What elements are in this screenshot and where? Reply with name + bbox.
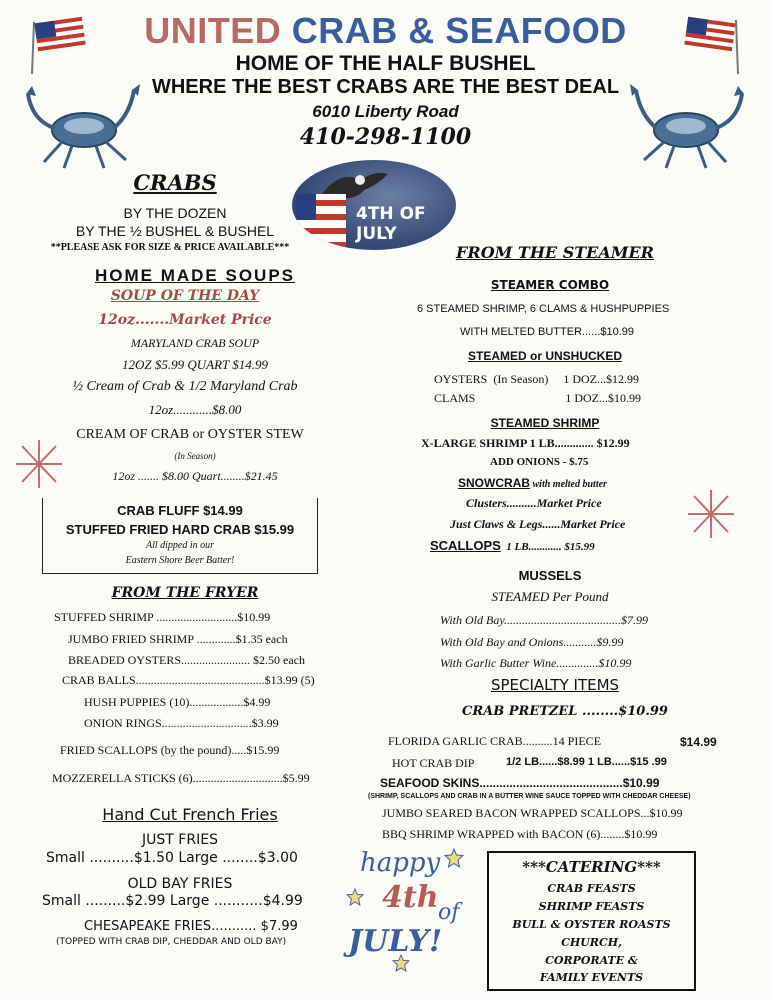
tagline-1: HOME OF THE HALF BUSHEL [235,52,536,75]
phone: 410-298-1100 [299,124,472,150]
badge-text: 4TH OF JULY [356,204,426,244]
maryland-soup-price: 12OZ $5.99 QUART $14.99 [121,357,269,372]
tagline-2: WHERE THE BEST CRABS ARE THE BEST DEAL [151,76,620,98]
fryer-item: MOZZERELLA STICKS (6)..............................$5.99 [52,771,310,785]
snowcrab-clusters: Clusters..........Market Price [466,496,602,510]
just-fries: JUST FRIES [142,832,218,848]
firework-icon-left [14,436,64,492]
oysters-price: OYSTERS (In Season) 1 DOZ...$12.99 [434,372,639,386]
snowcrab-note: with melted butter [530,479,607,490]
july-text: JULY! [348,924,443,959]
fryer-title: FROM THE FRYER [111,585,259,601]
happy-4th-graphic [338,846,478,976]
bbq-shrimp: BBQ SHRIMP WRAPPED with BACON (6)........$10.99 [382,827,658,841]
old-bay-fries: OLD BAY FRIES [127,876,233,892]
seafood-skins: SEAFOOD SKINS...........................................$10.99 [380,776,660,790]
maryland-soup: MARYLAND CRAB SOUP [130,336,260,350]
hot-crab-dip-price: 1/2 LB......$8.99 1 LB......$15 .99 [506,756,667,768]
batter-note: Eastern Shore Beer Batter! [125,555,235,566]
hot-crab-dip: HOT CRAB DIP [392,756,475,770]
fourth-text: 4th [382,880,439,915]
steamer-combo-desc: 6 STEAMED SHRIMP, 6 CLAMS & HUSHPUPPIES [417,303,670,315]
crab-pretzel: CRAB PRETZEL ........$10.99 [462,704,668,719]
crabs-bushel: BY THE ½ BUSHEL & BUSHEL [75,223,275,239]
star-icon [444,848,464,868]
scallops: SCALLOPS [430,538,501,553]
jumbo-scallops: JUMBO SEARED BACON WRAPPED SCALLOPS...$10.99 [382,806,683,820]
in-season-note: (In Season) [174,451,216,461]
soup-of-day-price: 12oz.......Market Price [98,312,272,328]
fryer-item: STUFFED SHRIMP ...........................$10.99 [54,610,271,624]
dipped-note: All dipped in our [145,540,215,551]
restaurant-title [0,10,771,52]
cream-of-crab-price: 12oz ....... $8.00 Quart........$21.45 [112,469,278,483]
catering-item: CRAB FEASTS [547,882,636,895]
mussels-item: With Old Bay.......................................$7.99 [440,613,648,627]
firework-icon-right [686,486,736,542]
steamer-title: FROM THE STEAMER [456,243,654,262]
florida-garlic-crab: FLORIDA GARLIC CRAB..........14 PIECE [388,734,602,748]
mussels-sub: STEAMED Per Pound [491,589,609,604]
snowcrab: SNOWCRAB [458,476,530,490]
mussels-title: MUSSELS [518,568,582,583]
fryer-item: BREADED OYSTERS....................... $2.50 each [68,653,305,667]
crab-fluff: CRAB FLUFF $14.99 [117,503,243,518]
fryer-item: HUSH PUPPIES (10)..................$4.99 [84,695,271,709]
steamed-shrimp: STEAMED SHRIMP [490,416,600,430]
of-text: of [438,900,460,925]
add-onions: ADD ONIONS - $.75 [490,456,589,468]
just-fries-price: Small ..........$1.50 Large ........$3.00 [46,850,298,866]
stuffed-fried-hard-crab: STUFFED FRIED HARD CRAB $15.99 [65,522,295,537]
title-red: UNITED [144,10,282,51]
catering-item: CORPORATE & [545,954,638,967]
soup-of-day: SOUP OF THE DAY [110,288,260,304]
fries-title: Hand Cut French Fries [102,805,278,824]
half-and-half-price: 12oz............$8.00 [148,402,242,417]
cream-of-crab: CREAM OF CRAB or OYSTER STEW [76,427,304,442]
half-and-half-soup: ½ Cream of Crab & 1/2 Maryland Crab [72,379,298,394]
florida-garlic-crab-price: $14.99 [680,735,717,749]
seafood-skins-note: (SHRIMP, SCALLOPS AND CRAB IN A BUTTER WINE SAUCE TOPPED WITH CHEDDAR CHEESE) [368,793,691,800]
address: 6010 Liberty Road [312,102,459,121]
catering-item: CHURCH, [561,936,622,949]
clams-price: CLAMS 1 DOZ...$10.99 [434,391,642,405]
catering-item: BULL & OYSTER ROASTS [512,918,671,931]
scallops-price: 1 LB............ $15.99 [500,541,595,553]
snowcrab-claws: Just Claws & Legs......Market Price [450,517,626,531]
mussels-item: With Old Bay and Onions...........$9.99 [440,635,624,649]
mussels-item: With Garlic Butter Wine..............$10.99 [440,656,632,670]
steamer-combo: STEAMER COMBO [490,278,610,292]
july-badge [292,160,456,250]
specialty-title: SPECIALTY ITEMS [490,676,620,694]
old-bay-fries-price: Small .........$2.99 Large ...........$4.99 [42,893,303,909]
happy-text: happy [360,848,441,878]
catering-title: ***CATERING*** [522,858,661,876]
steamer-combo-price: WITH MELTED BUTTER......$10.99 [460,326,634,338]
fryer-item: CRAB BALLS...........................................$13.99 (5) [62,673,315,687]
fryer-item: FRIED SCALLOPS (by the pound).....$15.99 [60,743,280,757]
xl-shrimp-price: X-LARGE SHRIMP 1 LB............. $12.99 [421,436,630,450]
catering-item: SHRIMP FEASTS [538,900,645,913]
crabs-dozen: BY THE DOZEN [123,205,227,221]
crabs-title: CRABS [133,170,217,195]
steamed-unshucked: STEAMED or UNSHUCKED [467,349,622,363]
fryer-item: ONION RINGS..............................$3.99 [84,716,279,730]
title-blue: CRAB & SEAFOOD [291,10,627,51]
chesapeake-note: (TOPPED WITH CRAB DIP, CHEDDAR AND OLD BAY) [56,937,287,947]
star-icon [346,888,364,906]
chesapeake-fries: CHESAPEAKE FRIES........... $7.99 [84,919,298,934]
crabs-note: **PLEASE ASK FOR SIZE & PRICE AVAILABLE*** [50,242,290,253]
fryer-item: JUMBO FRIED SHRIMP .............$1.35 each [68,632,288,646]
catering-item: FAMILY EVENTS [539,971,644,984]
soups-title: HOME MADE SOUPS [94,266,296,285]
